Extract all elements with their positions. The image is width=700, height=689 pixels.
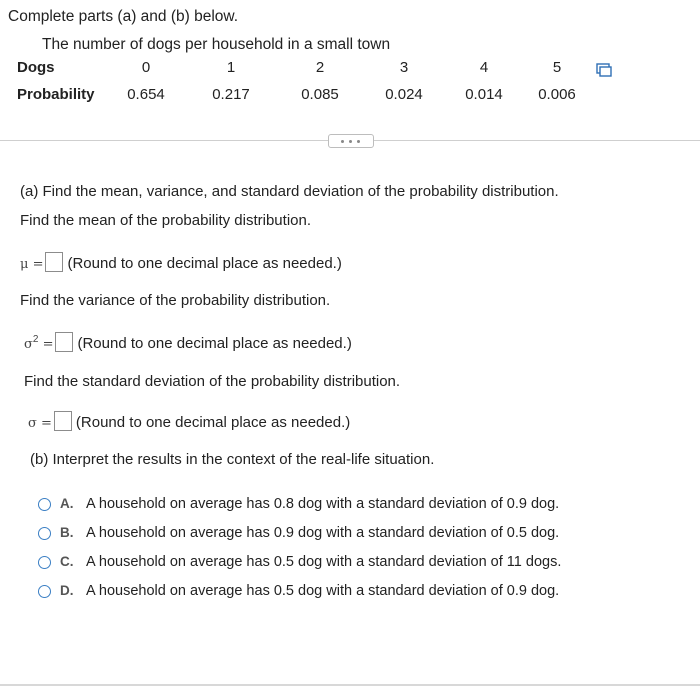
radio-button[interactable]: [38, 498, 51, 511]
option-letter: C.: [60, 554, 74, 569]
squared-exponent: 2: [32, 334, 39, 345]
option-text: A household on average has 0.5 dog with a standard deviation of 0.9 dog.: [86, 583, 560, 599]
dogs-value: 4: [479, 59, 489, 76]
mean-answer-row: [20, 252, 342, 272]
part-a-prompt: (a) Find the mean, variance, and standard deviation of the probability distribution.: [20, 183, 559, 200]
probability-value: 0.085: [301, 86, 339, 103]
table-caption: The number of dogs per household in a small town: [42, 36, 391, 53]
option-letter: D.: [60, 583, 74, 598]
radio-button[interactable]: [38, 556, 51, 569]
dogs-value: 5: [552, 59, 562, 76]
sigma-symbol: σ: [24, 337, 33, 352]
instructions: Complete parts (a) and (b) below.: [8, 8, 239, 25]
sigma-symbol: σ =: [28, 416, 52, 431]
sd-rounding-hint: (Round to one decimal place as needed.): [75, 414, 351, 431]
mean-question: Find the mean of the probability distribution.: [20, 212, 311, 229]
probability-value: 0.654: [127, 86, 165, 103]
table-row-probability: [0, 86, 700, 108]
part-b-prompt: (b) Interpret the results in the context of the real-life situation.: [30, 451, 435, 468]
mean-input[interactable]: [45, 252, 63, 272]
mu-symbol: μ =: [20, 257, 44, 272]
option-letter: A.: [60, 496, 74, 511]
radio-button[interactable]: [38, 585, 51, 598]
sd-answer-row: [28, 411, 350, 431]
probability-value: 0.014: [465, 86, 503, 103]
probability-value: 0.006: [538, 86, 576, 103]
dogs-value: 0: [141, 59, 151, 76]
row-header-probability: Probability: [17, 86, 95, 103]
variance-answer-row: [24, 332, 352, 352]
variance-question: Find the variance of the probability distribution.: [20, 292, 331, 309]
probability-value: 0.024: [385, 86, 423, 103]
probability-value: 0.217: [212, 86, 250, 103]
sd-input[interactable]: [54, 411, 72, 431]
row-header-dogs: Dogs: [17, 59, 55, 76]
table-row-dogs: [0, 59, 700, 81]
dogs-value: 3: [399, 59, 409, 76]
option-text: A household on average has 0.9 dog with a standard deviation of 0.5 dog.: [86, 525, 560, 541]
option-text: A household on average has 0.5 dog with a standard deviation of 11 dogs.: [86, 554, 562, 570]
bottom-divider: [0, 684, 700, 686]
dogs-value: 2: [315, 59, 325, 76]
variance-input[interactable]: [55, 332, 73, 352]
expand-handle[interactable]: [328, 134, 374, 148]
dogs-value: 1: [226, 59, 236, 76]
equals-sign: =: [38, 337, 54, 352]
option-letter: B.: [60, 525, 74, 540]
mean-rounding-hint: (Round to one decimal place as needed.): [67, 255, 342, 272]
sd-question: Find the standard deviation of the probability distribution.: [24, 373, 401, 390]
option-text: A household on average has 0.8 dog with a standard deviation of 0.9 dog.: [86, 496, 560, 512]
copy-table-icon[interactable]: [596, 63, 612, 77]
variance-rounding-hint: (Round to one decimal place as needed.): [77, 335, 352, 352]
radio-button[interactable]: [38, 527, 51, 540]
